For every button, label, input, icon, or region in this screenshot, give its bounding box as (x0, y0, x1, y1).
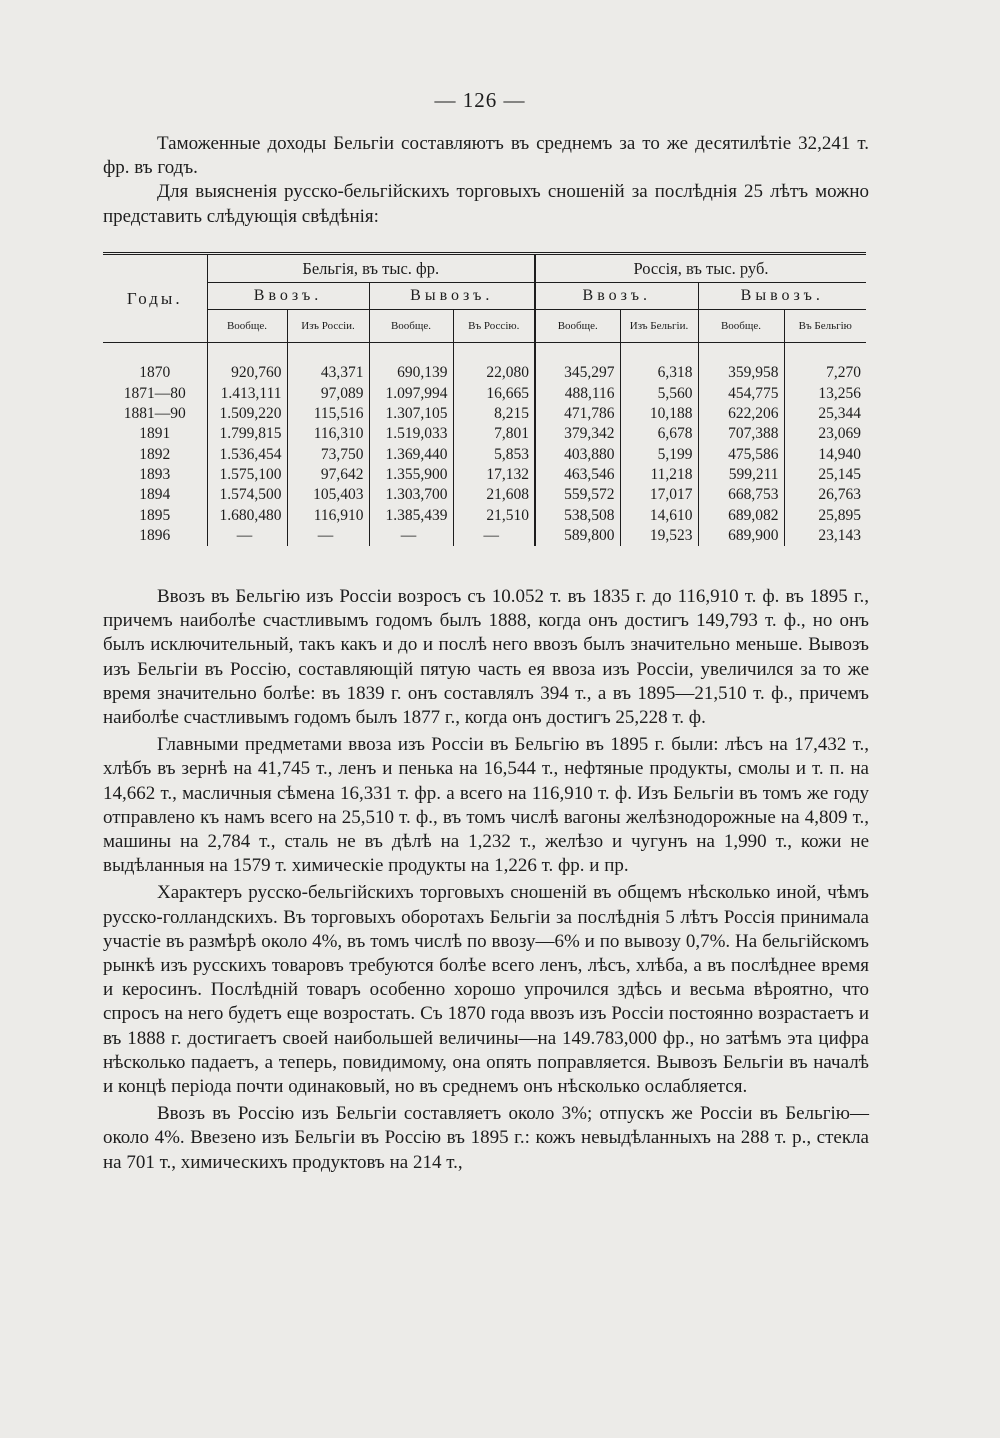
table-row (103, 384, 866, 404)
value-cell: 6,678 (620, 424, 698, 444)
col-header: Изъ Бельгіи. (620, 310, 698, 343)
trade-statistics-table (103, 252, 866, 546)
value-cell: 5,853 (453, 444, 535, 464)
value-cell: 403,880 (535, 444, 620, 464)
spacer-row (103, 343, 866, 364)
year-cell: 1881—90 (123, 405, 186, 423)
value-cell: 22,080 (453, 363, 535, 383)
value-cell: 6,318 (620, 363, 698, 383)
value-cell: 599,211 (698, 465, 784, 485)
value-cell: 13,256 (784, 384, 866, 404)
value-cell: 17,017 (620, 485, 698, 505)
belgium-import-header: Ввозъ. (207, 283, 369, 310)
value-cell: 8,215 (453, 404, 535, 424)
year-cell: 1892 (139, 445, 171, 463)
value-cell: 379,342 (535, 424, 620, 444)
value-cell: 116,310 (287, 424, 369, 444)
col-header: Вообще. (698, 310, 784, 343)
col-header: Въ Бельгію (784, 310, 866, 343)
page-number: — 126 — (434, 88, 526, 112)
value-cell: 7,801 (453, 424, 535, 444)
value-cell: 5,199 (620, 444, 698, 464)
value-cell: 115,516 (287, 404, 369, 424)
paragraph: Ввозъ въ Бельгію изъ Россіи возросъ съ 10.052 т. въ 1835 г. до 116,910 т. ф. въ 1895 г., причемъ наиболѣе счастливымъ годомъ былъ 1888, когда онъ достигъ 149,793 т. ф., но онъ былъ исключительный, такъ какъ и до и послѣ него ввозъ былъ значительно меньше. Вывозъ изъ Бельгіи въ Россію, составляющій пятую часть ея ввоза изъ Россіи, увеличился за то же время значительно болѣе: въ 1839 г. онъ составлялъ 394 т., а въ 1895—21,510 т. ф., причемъ наиболѣе счастливымъ годомъ былъ 1877 г., когда онъ достигъ 25,228 т. ф. (103, 586, 869, 729)
value-cell: 538,508 (535, 505, 620, 525)
value-cell: 689,082 (698, 505, 784, 525)
value-cell: 1.519,033 (369, 424, 453, 444)
value-cell: 1.536,454 (207, 444, 287, 464)
paragraph: Таможенные доходы Бельгіи составляютъ въ среднемъ за то же десятилѣтіе 32,241 т. фр. въ годъ. (103, 133, 869, 179)
col-header: Изъ Россіи. (287, 310, 369, 343)
year-cell: 1895 (139, 506, 171, 524)
value-cell: 559,572 (535, 485, 620, 505)
value-cell: — (207, 526, 287, 546)
value-cell: — (369, 526, 453, 546)
value-cell: 97,642 (287, 465, 369, 485)
value-cell: 25,145 (784, 465, 866, 485)
value-cell: 14,610 (620, 505, 698, 525)
value-cell: 73,750 (287, 444, 369, 464)
belgium-group-header: Бельгія, въ тыс. фр. (207, 254, 535, 283)
value-cell: 21,510 (453, 505, 535, 525)
paragraph: Для выясненія русско-бельгійскихъ торговыхъ сношеній за послѣднія 25 лѣтъ можно представить слѣдующія свѣдѣнія: (103, 181, 869, 227)
value-cell: 14,940 (784, 444, 866, 464)
col-header: Въ Россію. (453, 310, 535, 343)
year-cell: 1894 (139, 486, 171, 504)
value-cell: 345,297 (535, 363, 620, 383)
value-cell: 1.369,440 (369, 444, 453, 464)
table-row (103, 444, 866, 464)
value-cell: 23,143 (784, 526, 866, 546)
table-row (103, 526, 866, 546)
value-cell: 1.799,815 (207, 424, 287, 444)
intro-text (103, 132, 869, 229)
paragraph: Характеръ русско-бельгійскихъ торговыхъ сношеній въ общемъ нѣсколько иной, чѣмъ русско-голландскихъ. Въ торговыхъ оборотахъ Бельгіи за послѣднія 5 лѣтъ Россія принимала участіе въ размѣрѣ около 4%, въ томъ числѣ по ввозу—6% и по вывозу 0,7%. На бельгійскомъ рынкѣ изъ русскихъ товаровъ требуются болѣе всего ленъ, лѣсъ, хлѣба, а въ послѣднее время и керосинъ. Послѣдній товаръ особенно хорошо упрочился здѣсь и весьма вѣроятно, что спросъ на него будетъ еще возростать. Съ 1870 года ввозъ изъ Россіи постоянно возрастаетъ и въ 1888 г. достигаетъ своей наибольшей величины—на 149.783,000 фр., но затѣмъ эта цифра нѣсколько падаетъ, а теперь, повидимому, она опять поправляется. Вывозъ Бельгіи въ началѣ и концѣ періода почти одинаковый, но въ среднемъ онъ нѣсколько ослабляется. (103, 882, 869, 1098)
value-cell: 1.303,700 (369, 485, 453, 505)
col-header: Вообще. (207, 310, 287, 343)
russia-group-header: Россія, въ тыс. руб. (535, 254, 866, 283)
value-cell: 23,069 (784, 424, 866, 444)
value-cell: 1.413,111 (207, 384, 287, 404)
value-cell: 920,760 (207, 363, 287, 383)
value-cell: 668,753 (698, 485, 784, 505)
value-cell: 1.574,500 (207, 485, 287, 505)
value-cell: 97,089 (287, 384, 369, 404)
value-cell: 1.575,100 (207, 465, 287, 485)
russia-import-header: Ввозъ. (535, 283, 698, 310)
body-text (103, 585, 869, 1178)
value-cell: 488,116 (535, 384, 620, 404)
value-cell: 25,895 (784, 505, 866, 525)
value-cell: 19,523 (620, 526, 698, 546)
value-cell: 1.355,900 (369, 465, 453, 485)
value-cell: 1.680,480 (207, 505, 287, 525)
value-cell: 26,763 (784, 485, 866, 505)
table-row (103, 505, 866, 525)
value-cell: 589,800 (535, 526, 620, 546)
table-row (103, 465, 866, 485)
year-cell: 1870 (139, 364, 171, 382)
table-row (103, 404, 866, 424)
col-header: Вообще. (369, 310, 453, 343)
value-cell: 17,132 (453, 465, 535, 485)
value-cell: 475,586 (698, 444, 784, 464)
value-cell: 5,560 (620, 384, 698, 404)
value-cell: 11,218 (620, 465, 698, 485)
table-row (103, 424, 866, 444)
value-cell: 105,403 (287, 485, 369, 505)
value-cell: 25,344 (784, 404, 866, 424)
table-row (103, 485, 866, 505)
paragraph: Главными предметами ввоза изъ Россіи въ Бельгію въ 1895 г. были: лѣсъ на 17,432 т., хлѣбъ въ зернѣ на 41,745 т., ленъ и пенька на 16,544 т., нефтяные продукты, смолы и т. п. на 14,662 т., масличныя сѣмена 16,331 т. фр. а всего на 116,910 т. ф. Изъ Бельгіи въ томъ же году отправлено къ намъ всего на 25,510 т. ф., въ томъ числѣ вагоны желѣзнодорожные на 4,809 т., машины на 2,784 т., сталь не въ дѣлѣ на 1,232 т., желѣзо и чугунъ на 1,990 т., кожи не выдѣланныя на 1579 т. химическіе продукты на 1,226 т. фр. и пр. (103, 734, 869, 877)
value-cell: 622,206 (698, 404, 784, 424)
belgium-export-header: Вывозъ. (369, 283, 535, 310)
russia-export-header: Вывозъ. (698, 283, 866, 310)
table-row (103, 363, 866, 383)
value-cell: 10,188 (620, 404, 698, 424)
year-cell: 1893 (139, 465, 171, 483)
value-cell: 116,910 (287, 505, 369, 525)
value-cell: 21,608 (453, 485, 535, 505)
years-header: Годы. (103, 254, 207, 343)
value-cell: 43,371 (287, 363, 369, 383)
value-cell: 7,270 (784, 363, 866, 383)
value-cell: — (287, 526, 369, 546)
value-cell: 359,958 (698, 363, 784, 383)
year-cell: 1871—80 (123, 384, 186, 402)
value-cell: 707,388 (698, 424, 784, 444)
value-cell: 1.509,220 (207, 404, 287, 424)
year-cell: 1896 (139, 526, 171, 544)
value-cell: 1.385,439 (369, 505, 453, 525)
year-cell: 1891 (139, 425, 171, 443)
col-header: Вообще. (535, 310, 620, 343)
value-cell: 471,786 (535, 404, 620, 424)
value-cell: — (453, 526, 535, 546)
value-cell: 689,900 (698, 526, 784, 546)
value-cell: 690,139 (369, 363, 453, 383)
value-cell: 454,775 (698, 384, 784, 404)
value-cell: 16,665 (453, 384, 535, 404)
value-cell: 1.097,994 (369, 384, 453, 404)
value-cell: 463,546 (535, 465, 620, 485)
paragraph: Ввозъ въ Россію изъ Бельгіи составляетъ около 3%; отпускъ же Россіи въ Бельгію—около 4%. Ввезено изъ Бельгіи въ Россію въ 1895 г.: кожъ невыдѣланныхъ на 288 т. р., стекла на 701 т., химическихъ продуктовъ на 214 т., (103, 1103, 869, 1173)
value-cell: 1.307,105 (369, 404, 453, 424)
